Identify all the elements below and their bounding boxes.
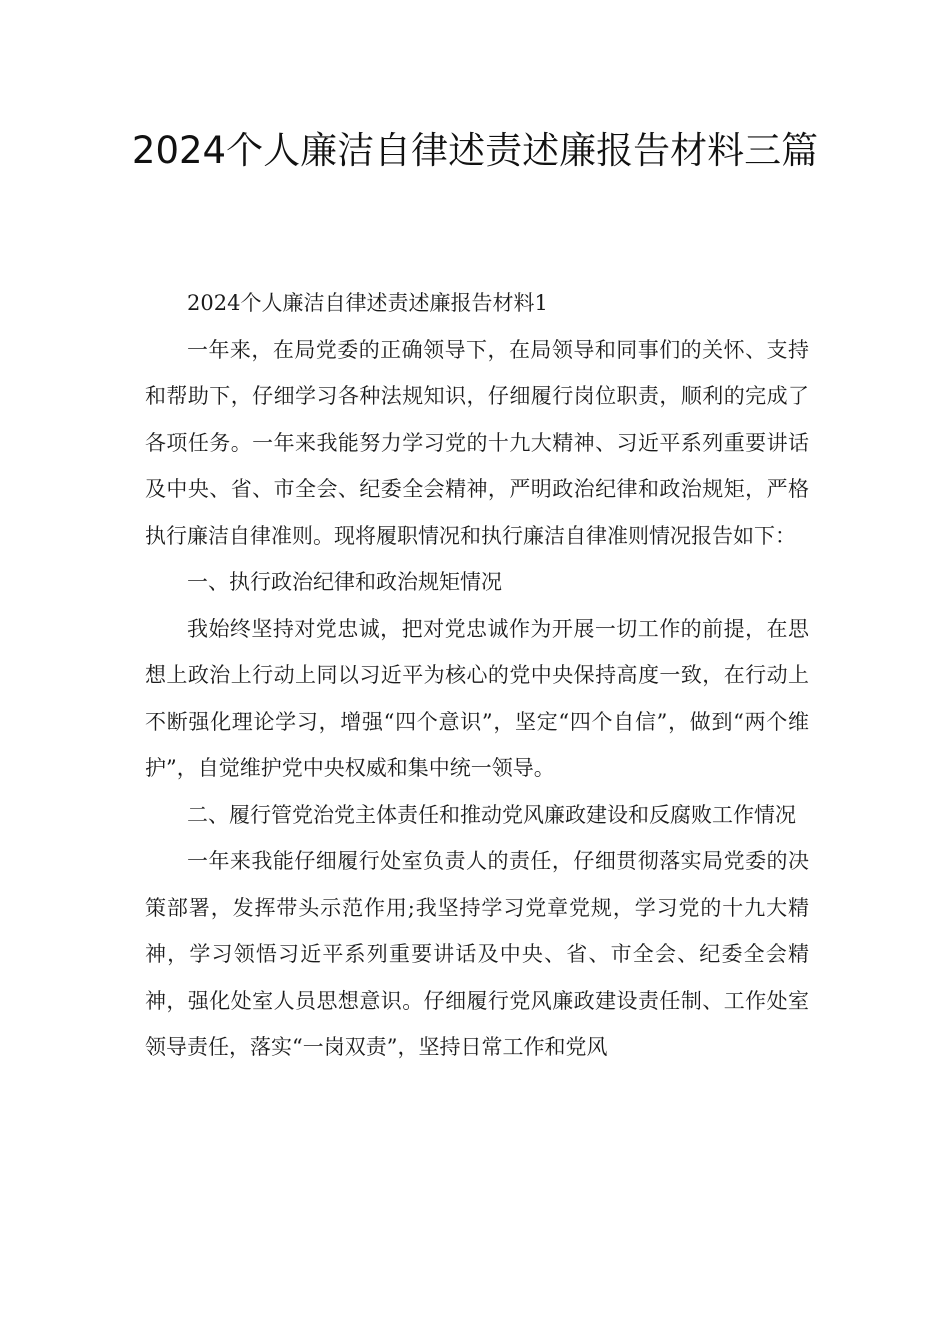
paragraph-intro: 一年来，在局党委的正确领导下，在局领导和同事们的关怀、支持和帮助下，仔细学习各种法规知识，仔细履行岗位职责，顺利的完成了各项任务。一年来我能努力学习党的十九大精神、习近平系列重要讲话及中央、省、市全会、纪委全会精神，严明政治纪律和政治规矩，严格执行廉洁自律准则。现将履职情况和执行廉洁自律准则情况报告如下： [145, 337, 809, 548]
section-heading-party-responsibility: 二、履行管党治党主体责任和推动党风廉政建设和反腐败工作情况 [187, 802, 796, 827]
paragraph-party-responsibility: 一年来我能仔细履行处室负责人的责任，仔细贯彻落实局党委的决策部署，发挥带头示范作用;我坚持学习党章党规，学习党的十九大精神，学习领悟习近平系列重要讲话及中央、省、市全会、纪委全会精神，强化处室人员思想意识。仔细履行党风廉政建设责任制、工作处室领导责任，落实“一岗双责”，坚持日常工作和党风 [145, 849, 809, 1059]
section-heading-1: 2024个人廉洁自律述责述廉报告材料1 [187, 291, 548, 315]
document-body [145, 280, 809, 1071]
section-heading-political-discipline: 一、执行政治纪律和政治规矩情况 [187, 570, 502, 594]
document-title: 2024个人廉洁自律述责述廉报告材料三篇 [131, 129, 819, 172]
paragraph-political-discipline: 我始终坚持对党忠诚，把对党忠诚作为开展一切工作的前提，在思想上政治上行动上同以习近平为核心的党中央保持高度一致，在行动上不断强化理论学习，增强“四个意识”，坚定“四个自信”，做到“两个维护”，自觉维护党中央权威和集中统一领导。 [145, 616, 809, 780]
